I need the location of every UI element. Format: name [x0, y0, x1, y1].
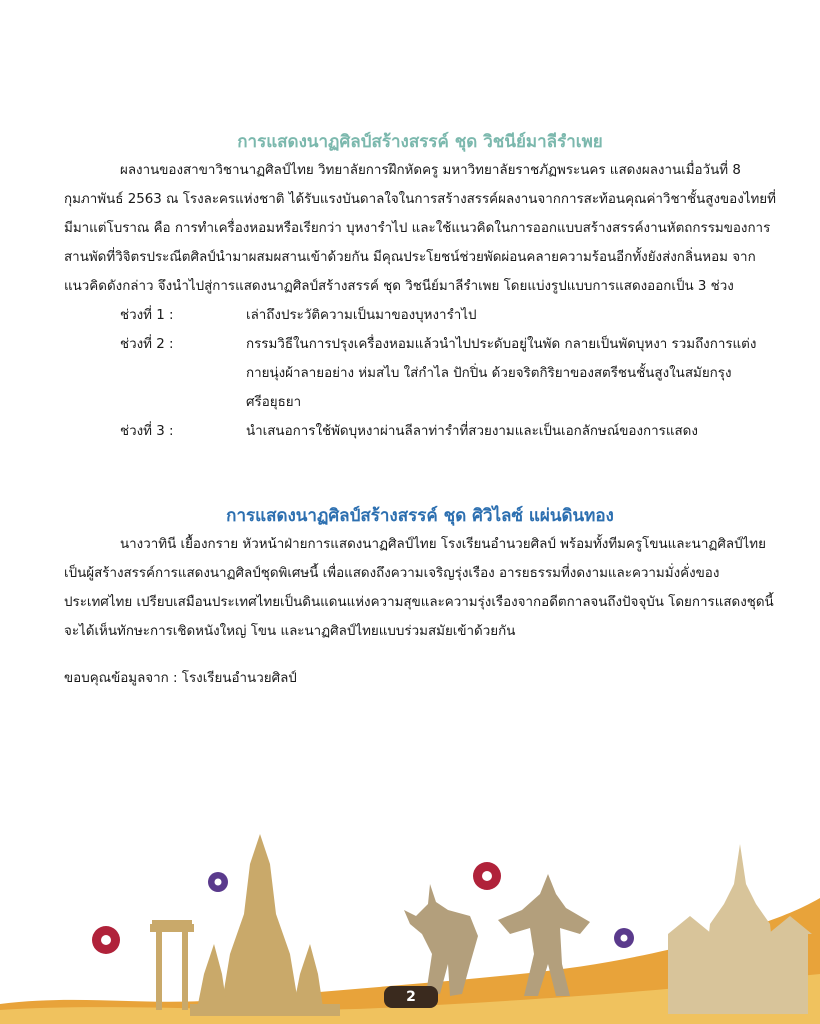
phase-item [64, 417, 776, 446]
phase-label: ช่วงที่ 1 : [120, 308, 174, 323]
content-area [64, 128, 776, 693]
palace-icon [668, 844, 812, 1014]
credit-line: ขอบคุณข้อมูลจาก : โรงเรียนอำนวยศิลป์ [64, 671, 297, 686]
temple-icon [190, 834, 340, 1016]
phase-text: กรรมวิธีในการปรุงเครื่องหอมแล้วนำไปประดับอยู่ในพัด กลายเป็นพัดบุหงา รวมถึงการแต่งกายนุ่งผ้าลายอย่าง ห่มสไบ ใส่กำไล ปักปิ่น ด้วยจริตกิริยาของสตรีชนชั้นสูงในสมัยกรุงศรีอยุธยา [246, 337, 757, 410]
section2-title: การแสดงนาฏศิลป์สร้างสรรค์ ชุด ศิวิไลซ์ แผ่นดินทอง [226, 506, 614, 526]
swing-icon [150, 920, 194, 1010]
section2-paragraph: นางวาทินี เยื้องกราย หัวหน้าฝ่ายการแสดงนาฏศิลป์ไทย โรงเรียนอำนวยศิลป์ พร้อมทั้งทีมครูโขนและนาฏศิลป์ไทย เป็นผู้สร้างสรรค์การแสดงนาฏศิลป์ชุดพิเศษนี้ เพื่อแสดงถึงความเจริญรุ่งเรือง อารยธรรมที่งดงามและความมั่งคั่งของประเทศไทย เปรียบเสมือนประเทศไทยเป็นดินแดนแห่งความสุขและความรุ่งเรืองจากอดีตกาลจนถึงปัจจุบัน โดยการแสดงชุดนี้จะได้เห็นทักษะการเชิดหนังใหญ่ โขน และนาฏศิลป์ไทยแบบร่วมสมัยเข้าด้วยกัน [64, 537, 774, 639]
phase-label: ช่วงที่ 3 : [120, 424, 174, 439]
phase-item [64, 301, 776, 330]
phase-item [64, 330, 776, 417]
phase-label: ช่วงที่ 2 : [120, 337, 174, 352]
phase-text: เล่าถึงประวัติความเป็นมาของบุหงารำไป [246, 308, 477, 323]
section1-paragraph: ผลงานของสาขาวิชานาฏศิลป์ไทย วิทยาลัยการฝึกหัดครู มหาวิทยาลัยราชภัฏพระนคร แสดงผลงานเมื่อวันที่ 8 กุมภาพันธ์ 2563 ณ โรงละครแห่งชาติ ได้รับแรงบันดาลใจในการสร้างสรรค์ผลงานจากการสะท้อนคุณค่าวิชาชั้นสูงของไทยที่มีมาแต่โบราณ คือ การทำเครื่องหอมหรือเรียกว่า บุหงารำไป และใช้แนวคิดในการออกแบบสร้างสรรค์งานหัตถกรรมของการสานพัดที่วิจิตรประณีตศิลป์นำมาผสมผสานเข้าด้วยกัน มีคุณประโยชน์ช่วยพัดผ่อนคลายความร้อนอีกทั้งยังส่งกลิ่นหอม จากแนวคิดดังกล่าว จึงนำไปสู่การแสดงนาฏศิลป์สร้างสรรค์ ชุด วิชนีย์มาลีรำเพย โดยแบ่งรูปแบบการแสดงออกเป็น 3 ช่วง [64, 163, 776, 294]
page-number: 2 [384, 986, 438, 1008]
phase-text: นำเสนอการใช้พัดบุหงาผ่านลีลาท่ารำที่สวยงามและเป็นเอกลักษณ์ของการแสดง [246, 424, 698, 439]
section1-title: การแสดงนาฏศิลป์สร้างสรรค์ ชุด วิชนีย์มาลีรำเพย [237, 132, 603, 152]
